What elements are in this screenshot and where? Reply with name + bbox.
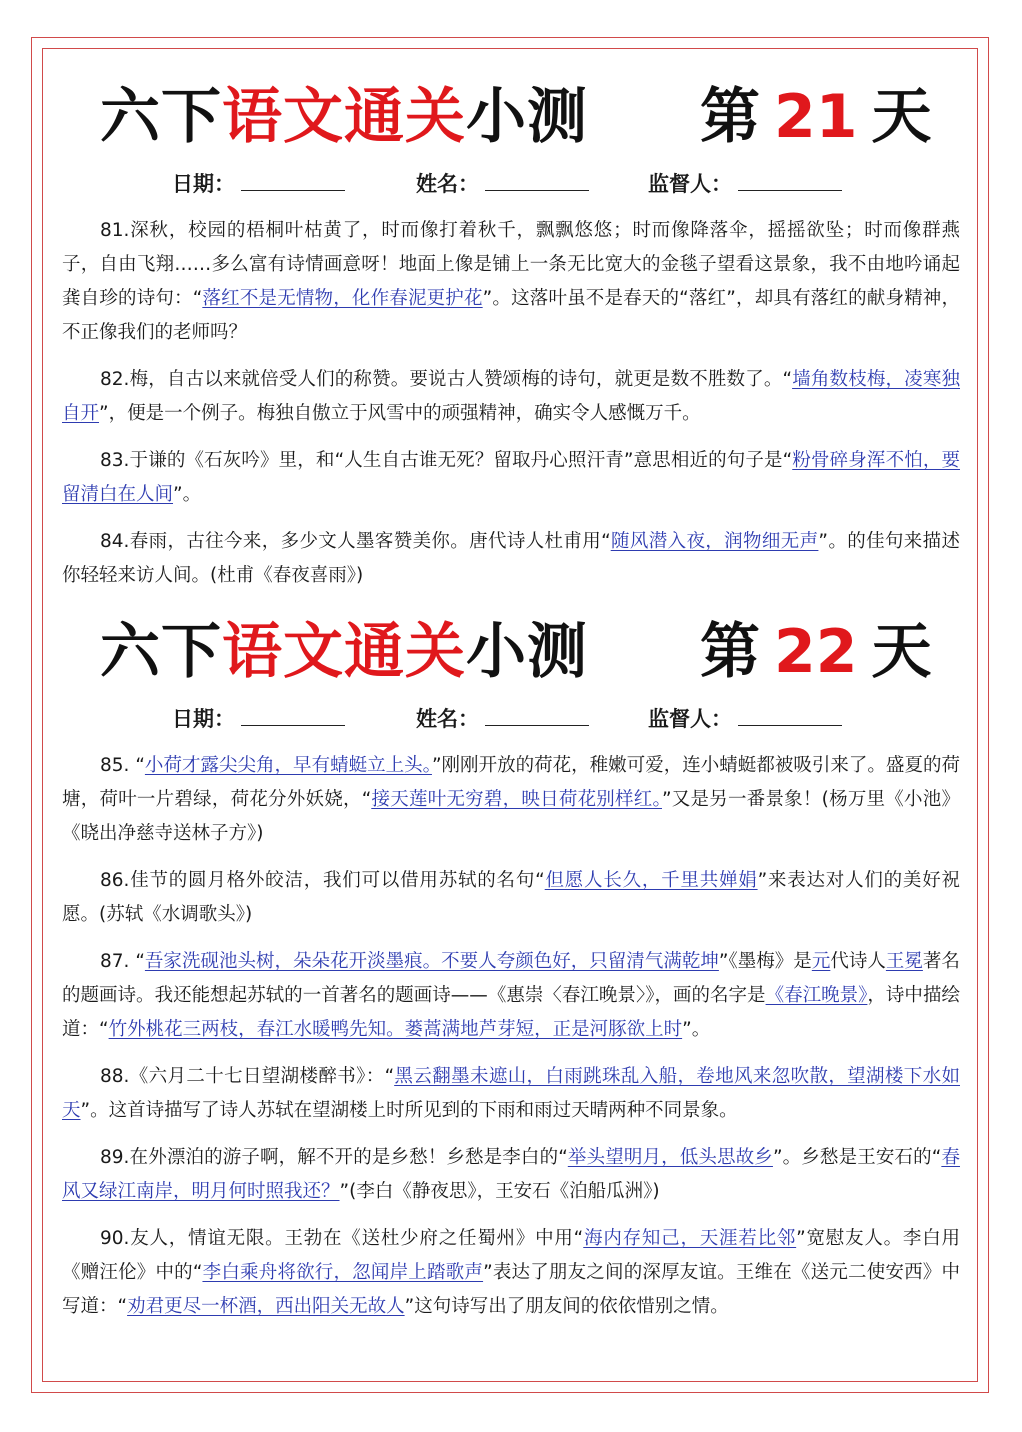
answer: 海内存知己，天涯若比邻 xyxy=(583,1228,797,1249)
answer: 随风潜入夜，润物细无声 xyxy=(610,531,819,552)
question-89: 89.在外漂泊的游子啊，解不开的是乡愁！乡愁是李白的“举头望明月，低头思故乡”。乡愁是王安石的“春风又绿江南岸，明月何时照我还？”(李白《静夜思》，王安石《泊船瓜洲》) xyxy=(62,1147,960,1202)
day22-title xyxy=(62,607,960,697)
answer: 王冕 xyxy=(885,951,923,972)
supervisor-blank xyxy=(738,170,842,191)
answer: 接天莲叶无穷碧，映日荷花别样红。 xyxy=(371,789,662,810)
answer: 粉骨碎身浑不怕，要留清白在人间 xyxy=(62,450,960,505)
supervisor-field: 监督人： xyxy=(648,168,842,198)
answer: 春风又绿江南岸，明月何时照我还？ xyxy=(62,1147,960,1202)
day-number: 22 xyxy=(774,617,858,687)
date-field: 日期： xyxy=(172,703,345,733)
question-85: 85. “小荷才露尖尖角，早有蜻蜓立上头。”刚刚开放的荷花，稚嫩可爱，连小蜻蜓都被吸引来了。盛夏的荷塘，荷叶一片碧绿，荷花分外妖娆，“接天莲叶无穷碧，映日荷花别样红。”又是另一番景象！(杨万里《小池》《晓出净慈寺送林子方》) xyxy=(62,755,960,844)
day21-meta xyxy=(62,168,960,202)
answer: 小荷才露尖尖角，早有蜻蜓立上头。 xyxy=(144,755,432,776)
answer: 黑云翻墨未遮山，白雨跳珠乱入船，卷地风来忽吹散，望湖楼下水如天 xyxy=(62,1066,960,1121)
answer: 元 xyxy=(811,951,831,972)
day-label: 第 22 天 xyxy=(700,617,932,687)
question-84: 84.春雨，古往今来，多少文人墨客赞美你。唐代诗人杜甫用“随风潜入夜，润物细无声”。的佳句来描述你轻轻来访人间。(杜甫《春夜喜雨》) xyxy=(62,531,960,586)
answer: 墙角数枝梅，凌寒独自开 xyxy=(62,369,960,424)
answer: 举头望明月，低头思故乡 xyxy=(567,1147,773,1168)
answer: 落红不是无情物，化作春泥更护花 xyxy=(202,288,483,309)
supervisor-blank xyxy=(738,705,842,726)
question-86: 86.佳节的圆月格外皎洁，我们可以借用苏轼的名句“但愿人长久，千里共婵娟”来表达对人们的美好祝愿。(苏轼《水调歌头》) xyxy=(62,870,960,925)
date-field: 日期： xyxy=(172,168,345,198)
answer: 劝君更尽一杯酒，西出阳关无故人 xyxy=(127,1296,405,1317)
answer: 但愿人长久，千里共婵娟 xyxy=(544,870,758,891)
answer: 《春江晚景》 xyxy=(765,985,868,1006)
question-82: 82.梅，自古以来就倍受人们的称赞。要说古人赞颂梅的诗句，就更是数不胜数了。“墙角数枝梅，凌寒独自开”，便是一个例子。梅独自傲立于风雪中的顽强精神，确实令人感慨万千。 xyxy=(62,369,960,424)
question-90: 90.友人，情谊无限。王勃在《送杜少府之任蜀州》中用“海内存知己，天涯若比邻”宽慰友人。李白用《赠汪伦》中的“李白乘舟将欲行，忽闻岸上踏歌声”表达了朋友之间的深厚友谊。王维在《送元二使安西》中写道：“劝君更尽一杯酒，西出阳关无故人”这句诗写出了朋友间的依依惜别之情。 xyxy=(62,1228,960,1317)
answer: 竹外桃花三两枝，春江水暖鸭先知。蒌蒿满地芦芽短，正是河豚欲上时 xyxy=(108,1019,683,1040)
quiz-title: 六下语文通关小测 xyxy=(100,617,588,687)
question-88: 88.《六月二十七日望湖楼醉书》：“黑云翻墨未遮山，白雨跳珠乱入船，卷地风来忽吹散，望湖楼下水如天”。这首诗描写了诗人苏轼在望湖楼上时所见到的下雨和雨过天晴两种不同景象。 xyxy=(62,1066,960,1121)
name-blank xyxy=(485,705,589,726)
name-blank xyxy=(485,170,589,191)
answer: 李白乘舟将欲行，忽闻岸上踏歌声 xyxy=(202,1262,484,1283)
worksheet xyxy=(62,72,960,1324)
question-83: 83.于谦的《石灰吟》里，和“人生自古谁无死？留取丹心照汗青”意思相近的句子是“粉骨碎身浑不怕，要留清白在人间”。 xyxy=(62,450,960,505)
question-81: 81.深秋，校园的梧桐叶枯黄了，时而像打着秋千，飘飘悠悠；时而像降落伞，摇摇欲坠；时而像群燕子，自由飞翔……多么富有诗情画意呀！地面上像是铺上一条无比宽大的金毯子望看这景象，我不由地吟诵起龚自珍的诗句：“落红不是无情物，化作春泥更护花”。这落叶虽不是春天的“落红”，却具有落红的献身精神，不正像我们的老师吗？ xyxy=(62,220,960,343)
quiz-title: 六下语文通关小测 xyxy=(100,82,588,152)
answer: 吾家洗砚池头树，朵朵花开淡墨痕。不要人夸颜色好，只留清气满乾坤 xyxy=(144,951,719,972)
question-87: 87. “吾家洗砚池头树，朵朵花开淡墨痕。不要人夸颜色好，只留清气满乾坤”《墨梅》是元代诗人王冕著名的题画诗。我还能想起苏轼的一首著名的题画诗——《惠崇〈春江晚景〉》，画的名字是《春江晚景》，诗中描绘道：“竹外桃花三两枝，春江水暖鸭先知。蒌蒿满地芦芽短，正是河豚欲上时”。 xyxy=(62,951,960,1040)
day-label: 第 21 天 xyxy=(700,82,932,152)
name-field: 姓名： xyxy=(416,168,589,198)
date-blank xyxy=(241,170,345,191)
supervisor-field: 监督人： xyxy=(648,703,842,733)
date-blank xyxy=(241,705,345,726)
day-number: 21 xyxy=(774,82,858,152)
name-field: 姓名： xyxy=(416,703,589,733)
day22-meta xyxy=(62,703,960,737)
day21-title xyxy=(62,72,960,162)
